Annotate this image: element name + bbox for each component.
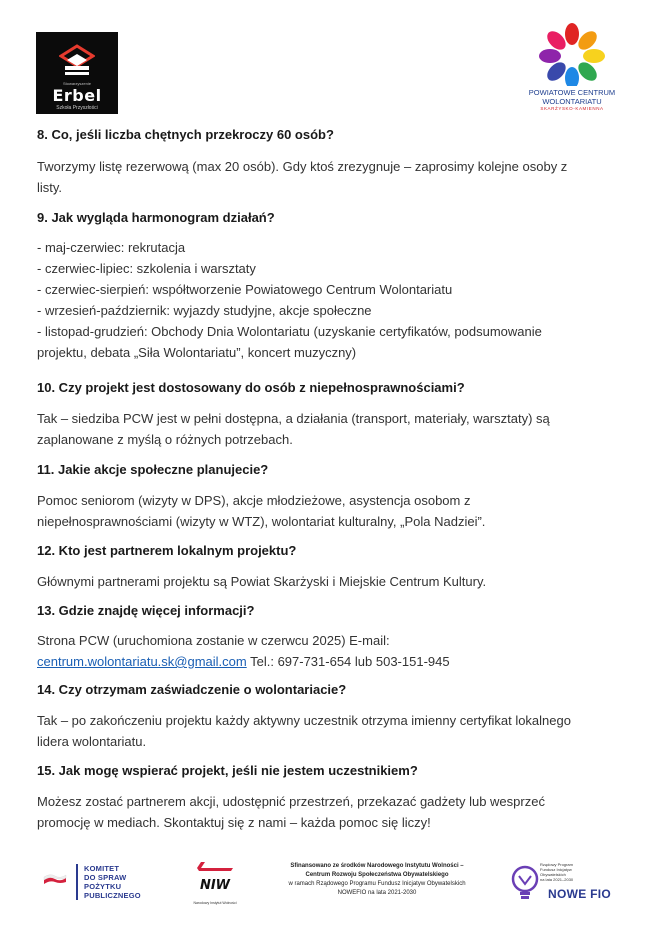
erbel-tiny: Stowarzyszenie [62, 81, 91, 86]
answer-11-line1: Pomoc seniorom (wizyty w DPS), akcje młodzieżowe, asystencja osobom z [37, 493, 471, 508]
answer-13-line2 [37, 651, 612, 672]
footer-logos [0, 850, 645, 920]
answer-9-line3: - czerwiec-sierpień: współtworzenie Powiatowego Centrum Wolontariatu [37, 282, 453, 297]
funding-line2: Centrum Rozwoju Społeczeństwa Obywatelskiego [305, 872, 449, 878]
pcw-line2: WOLONTARIATU [542, 97, 602, 106]
erbel-name: Erbel [52, 86, 102, 105]
answer-12-line1: Głównymi partnerami projektu są Powiat Skarżyski i Miejskie Centrum Kultury. [37, 574, 487, 589]
funding-line4: NOWEFIO na lata 2021-2030 [337, 890, 417, 896]
question-9: 9. Jak wygląda harmonogram działań? [37, 210, 275, 225]
answer-9-line4: - wrzesień-październik: wyjazdy studyjne, akcje społeczne [37, 303, 372, 318]
phone-text: Tel.: 697-731-654 lub 503-151-945 [250, 654, 450, 669]
question-10: 10. Czy projekt jest dostosowany do osób z niepełnosprawnościami? [37, 380, 465, 395]
answer-14-line1: Tak – po zakończeniu projektu każdy aktywny uczestnik otrzyma imienny certyfikat lokalnego [37, 713, 571, 728]
faq-content [37, 126, 612, 833]
answer-15-line2: promocję w mediach. Skontaktuj się z nami – każda pomoc się liczy! [37, 815, 431, 830]
answer-9-line2: - czerwiec-lipiec: szkolenia i warsztaty [37, 261, 256, 276]
erbel-mark-icon [59, 44, 95, 78]
pcw-line3: SKARŻYSKO-KAMIENNA [540, 106, 604, 111]
answer-15-line1: Możesz zostać partnerem akcji, udostępnić przestrzeń, przekazać gadżety lub wesprzeć [37, 794, 545, 809]
komitet-line4: PUBLICZNEGO [84, 891, 141, 900]
question-15: 15. Jak mogę wspierać projekt, jeśli nie jestem uczestnikiem? [37, 763, 418, 778]
answer-9-line5: - listopad-grudzień: Obchody Dnia Wolontariatu (uzyskanie certyfikatów, podsumowanie [37, 324, 542, 339]
niw-mark-icon [191, 860, 239, 894]
fio-small-text [540, 862, 610, 882]
pcw-logo [522, 22, 622, 122]
question-13: 13. Gdzie znajdę więcej informacji? [37, 603, 255, 618]
fio-small-line2: Fundusz Inicjatyw [540, 867, 572, 872]
komitet-logo [76, 864, 176, 900]
fio-small-line3: Obywatelskich [540, 872, 566, 877]
question-14: 14. Czy otrzymam zaświadczenie o wolontariacie? [37, 682, 347, 697]
pcw-line1: POWIATOWE CENTRUM [528, 88, 616, 97]
komitet-line1: KOMITET [84, 864, 120, 873]
question-8: 8. Co, jeśli liczba chętnych przekroczy 60 osób? [37, 127, 334, 142]
niw-sub: Narodowy Instytut Wolności [193, 901, 237, 905]
fio-small-line1: Rządowy Program [540, 862, 573, 867]
komitet-line2: DO SPRAW [84, 873, 127, 882]
answer-9-line6: projektu, debata „Siła Wolontariatu”, koncert muzyczny) [37, 345, 357, 360]
lightbulb-icon [508, 864, 542, 902]
answer-11-line2: niepełnosprawnościami (wizyty w WTZ), wolontariat kulturalny, „Pola Nadziei”. [37, 514, 486, 529]
hands-circle-icon [534, 22, 610, 86]
fio-small-line4: na lata 2021–2030 [540, 877, 574, 882]
answer-10-line2: zaplanowane z myślą o różnych potrzebach. [37, 432, 293, 447]
erbel-logo [36, 32, 118, 114]
answer-13-line1: Strona PCW (uruchomiona zostanie w czerwcu 2025) E-mail: [37, 633, 390, 648]
niw-text: NIW [199, 878, 231, 893]
answer-14-line2: lidera wolontariatu. [37, 734, 147, 749]
funding-note [252, 862, 502, 898]
answer-8-line2: listy. [37, 180, 63, 195]
poland-flag-icon [42, 874, 68, 888]
answer-10-line1: Tak – siedziba PCW jest w pełni dostępna, a działania (transport, materiały, warsztaty) są [37, 411, 550, 426]
question-12: 12. Kto jest partnerem lokalnym projektu? [37, 543, 297, 558]
niw-logo [188, 860, 242, 905]
funding-line3: w ramach Rządowego Programu Fundusz Inicjatyw Obywatelskich [288, 881, 466, 887]
answer-9-line1: - maj-czerwiec: rekrutacja [37, 240, 186, 255]
email-link[interactable]: centrum.wolontariatu.sk@gmail.com [37, 654, 247, 669]
funding-line1: Sfinansowano ze środków Narodowego Instytutu Wolności – [290, 863, 464, 869]
komitet-line3: POŻYTKU [84, 882, 122, 891]
erbel-sub: Szkoła Przyszłości [56, 105, 98, 111]
answer-8-line1: Tworzymy listę rezerwową (max 20 osób). Gdy ktoś zrezygnuje – zaprosimy kolejne osoby z [37, 159, 568, 174]
fio-big-text: NOWE FIO [548, 887, 612, 901]
question-11: 11. Jakie akcje społeczne planujecie? [37, 462, 269, 477]
